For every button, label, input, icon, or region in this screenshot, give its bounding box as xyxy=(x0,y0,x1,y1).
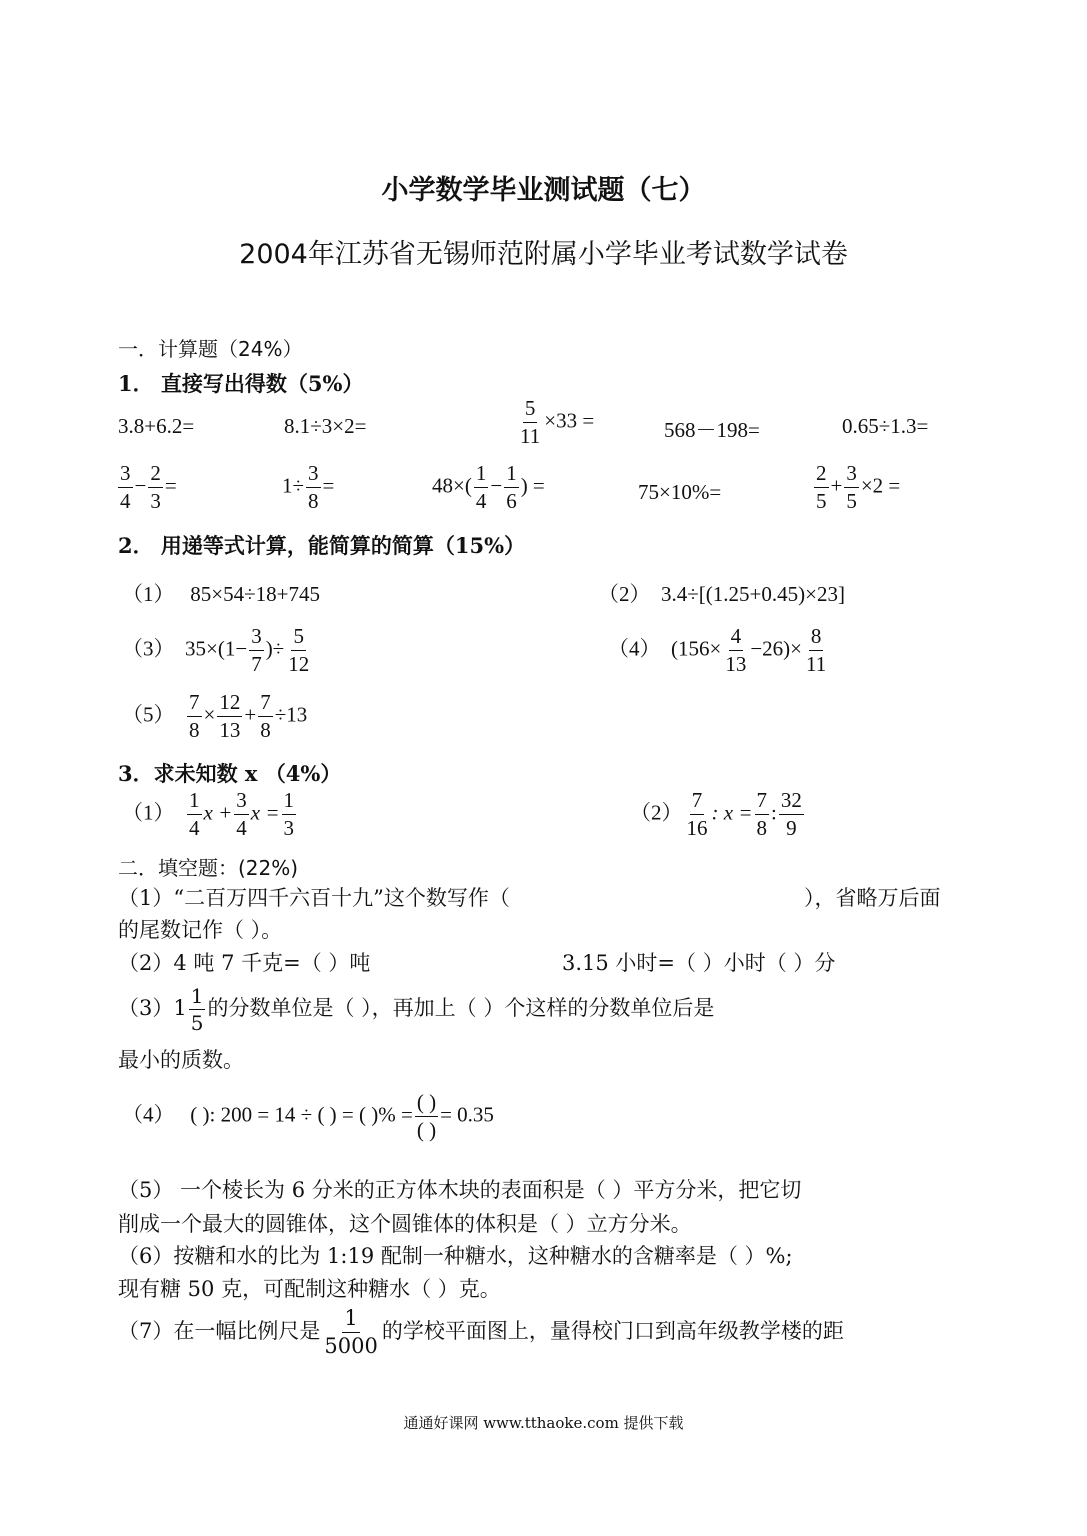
q1-expr-g: 1÷ $\frac{3}{8}$ = xyxy=(282,461,335,513)
q1-heading: 1． 直接写出得数（5%） xyxy=(118,371,364,396)
q2-heading: 2． 用递等式计算，能简算的简算（15%） xyxy=(118,533,526,558)
section1-heading: 一．计算题（24%） xyxy=(118,337,303,361)
q1-expr-d: 568－198= xyxy=(664,418,760,442)
q3-p1: （1） $\frac{1}{4}$ x + $\frac{3}{4}$ x = $\frac{1}{3}$ xyxy=(122,788,294,840)
q1-expr-h: 48×( $\frac{1}{4}$ − $\frac{1}{6}$ ) = xyxy=(432,461,545,513)
q1-expr-b: 8.1÷3×2= xyxy=(284,414,367,438)
q2-p2: （2） 3.4÷[(1.25+0.45)×23] xyxy=(598,582,845,606)
q1-expr-e: 0.65÷1.3= xyxy=(842,414,929,438)
page-title: 小学数学毕业测试题（七） xyxy=(381,175,706,206)
q1-expr-j: $\frac{2}{5}$ + $\frac{3}{5}$ ×2 = xyxy=(816,461,901,513)
q1-expr-f: $\frac{3}{4}$ − $\frac{2}{3}$ = xyxy=(120,461,177,513)
s2-q5-line1: （5） 一个棱长为 6 分米的正方体木块的表面积是（ ）平方分米，把它切 xyxy=(118,1178,802,1202)
q3-heading: 3．求未知数 x （4%） xyxy=(118,761,342,786)
s2-q2-b: 3.15 小时=（ ）小时（ ）分 xyxy=(562,951,836,975)
q2-p3: （3） 35×(1− $\frac{3}{7}$ )÷ $\frac{5}{12}$ xyxy=(122,624,310,676)
s2-q1-line2: 的尾数记作（ ）。 xyxy=(118,918,283,942)
q2-p1: （1） 85×54÷18+745 xyxy=(122,582,320,606)
section2-heading: 二．填空题：(22%) xyxy=(118,856,299,880)
q3-p2: （2） $\frac{7}{16}$ : x = $\frac{7}{8}$ : $\frac{32}{9}$ xyxy=(630,788,802,840)
q2-p5: （5） $\frac{7}{8}$ × $\frac{12}{13}$ + $\frac{7}{8}$ ÷13 xyxy=(122,690,308,742)
page-footer: 通通好课网 www.tthaoke.com 提供下载 xyxy=(403,1414,684,1432)
s2-q6-line1: （6）按糖和水的比为 1:19 配制一种糖水，这种糖水的含糖率是（ ）%; xyxy=(118,1244,793,1268)
q1-expr-i: 75×10%= xyxy=(638,480,722,504)
s2-q3-line2: 最小的质数。 xyxy=(118,1048,244,1072)
q1-expr-a: 3.8+6.2= xyxy=(118,414,195,438)
page-subtitle: 2004年江苏省无锡师范附属小学毕业考试数学试卷 xyxy=(239,239,848,270)
s2-q6-line2: 现有糖 50 克，可配制这种糖水（ ）克。 xyxy=(118,1277,501,1301)
s2-q5-line2: 削成一个最大的圆锥体，这个圆锥体的体积是（ ）立方分米。 xyxy=(118,1212,692,1236)
s2-q3: （3）1 $\frac{1}{5}$ 的分数单位是（ ），再加上（ ）个这样的分数单位后是 xyxy=(118,984,715,1035)
s2-q2-a: （2）4 吨 7 千克=（ ）吨 xyxy=(118,951,371,975)
s2-q1-line1a: （1）“二百万四千六百十九”这个数写作（ xyxy=(118,886,510,910)
q1-expr-c: $\frac{5}{11}$ ×33 = xyxy=(520,396,595,448)
s2-q7: （7）在一幅比例尺是 $\frac{1}{5000}$ 的学校平面图上，量得校门口到高年级教学楼的距 xyxy=(118,1306,844,1358)
q2-p4: （4） (156× $\frac{4}{13}$ −26)× $\frac{8}{11}$ xyxy=(608,624,827,676)
s2-q4: （4） ( ): 200 = 14 ÷ ( ) = ( )% = $\frac{( )}{( )}$ = 0.35 xyxy=(122,1090,494,1142)
s2-q1-line1b: ），省略万后面 xyxy=(804,886,941,910)
